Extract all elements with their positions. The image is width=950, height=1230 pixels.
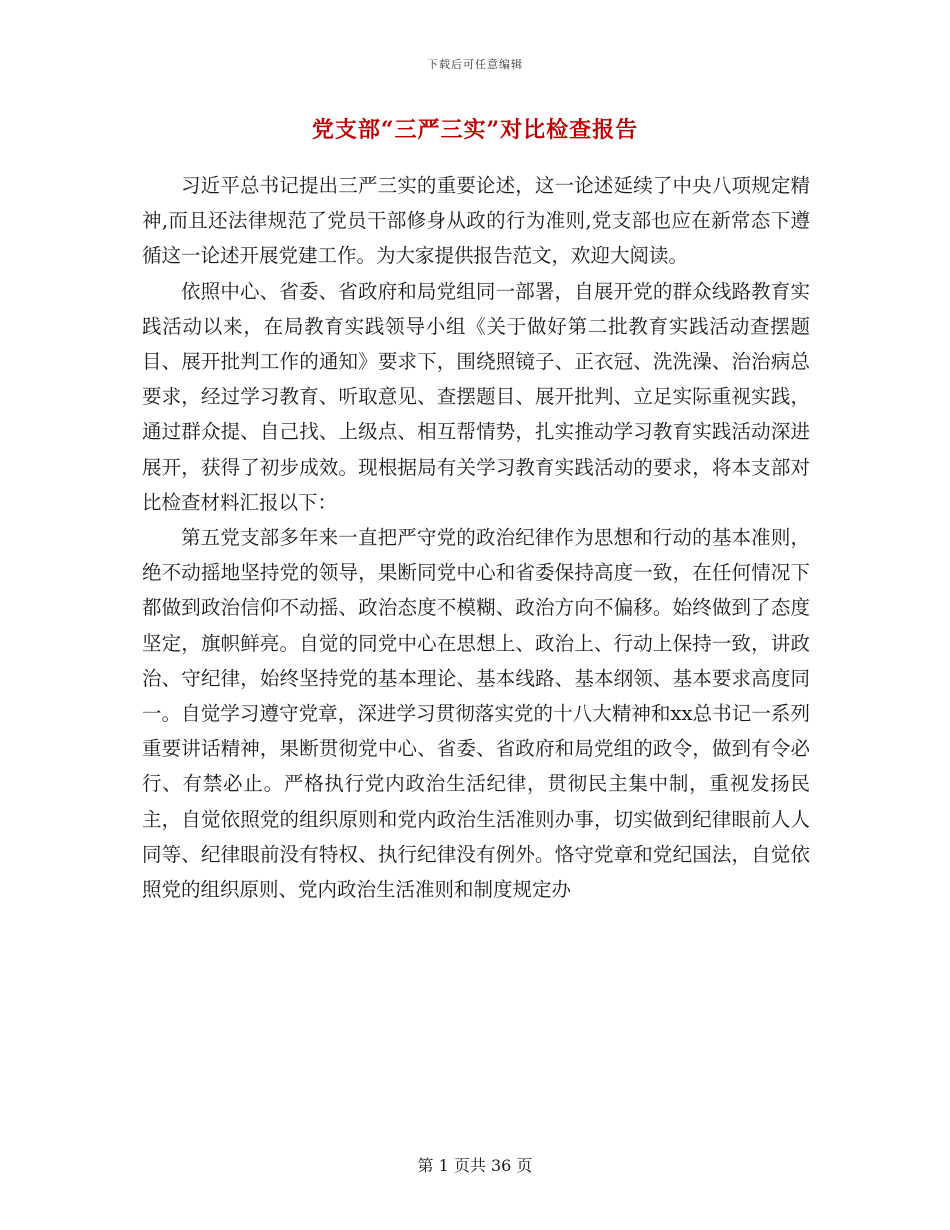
paragraph-intro: 习近平总书记提出三严三实的重要论述，这一论述延续了中央八项规定精神,而且还法律规范了党员干部修身从政的行为准则,党支部也应在新常态下遵循这一论述开展党建工作。为大家提供报告范文，欢迎大阅读。 [142,174,810,268]
paragraph-background: 依照中心、省委、省政府和局党组同一部署，自展开党的群众线路教育实践活动以来，在局教育实践领导小组《关于做好第二批教育实践活动查摆题目、展开批判工作的通知》要求下，围绕照镜子、正衣冠、洗洗澡、治治病总要求，经过学习教育、听取意见、查摆题目、展开批判、立足实际重视实践，通过群众提、自己找、上级点、相互帮情势，扎实推动学习教育实践活动深进展开，获得了初步成效。现根据局有关学习教育实践活动的要求，将本支部对比检查材料汇报以下： [142,279,810,514]
document-title: 党支部“三严三实”对比检查报告 [311,117,639,143]
page-number-footer: 第 1 页共 36 页 [417,1156,533,1175]
paragraph-discipline: 第五党支部多年来一直把严守党的政治纪律作为思想和行动的基本准则，绝不动摇地坚持党的领导，果断同党中心和省委保持高度一致，在任何情况下都做到政治信仰不动摇、政治态度不模糊、政治方向不偏移。始终做到了态度坚定，旗帜鲜亮。自觉的同党中心在思想上、政治上、行动上保持一致，讲政治、守纪律，始终坚持党的基本理论、基本线路、基本纲领、基本要求高度同一。自觉学习遵守党章，深进学习贯彻落实党的十八大精神和xx总书记一系列重要讲话精神，果断贯彻党中心、省委、省政府和局党组的政令，做到有令必行、有禁必止。严格执行党内政治生活纪律，贯彻民主集中制，重视发扬民主，自觉依照党的组织原则和党内政治生活准则办事，切实做到纪律眼前人人同等、纪律眼前没有特权、执行纪律没有例外。恪守党章和党纪国法，自觉依照党的组织原则、党内政治生活准则和制度规定办 [142,526,810,902]
header-note: 下载后可任意编辑 [427,58,523,71]
document-body [142,168,810,907]
